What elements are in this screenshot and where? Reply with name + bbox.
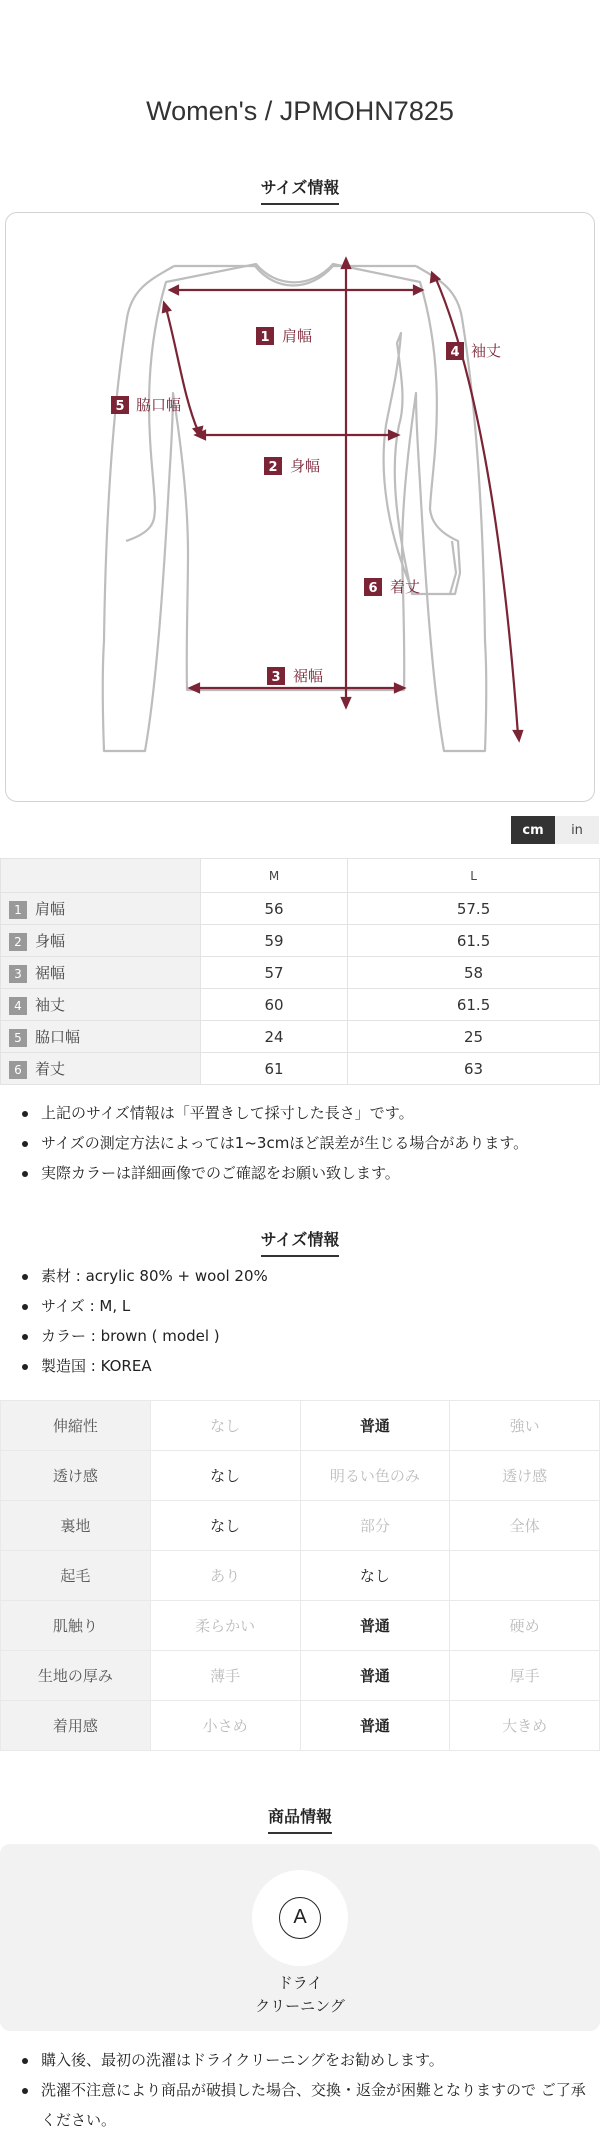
table-row bbox=[1, 1401, 600, 1451]
list-item: サイズ : M, L bbox=[20, 1291, 590, 1321]
sweater-outline-svg bbox=[6, 213, 595, 802]
measure-lines bbox=[163, 259, 522, 740]
attribute-label: 裏地 bbox=[1, 1501, 151, 1551]
row-number: 2 bbox=[9, 933, 27, 951]
row-label: 脇口幅 bbox=[35, 1028, 81, 1046]
option-cell-selected: なし bbox=[300, 1551, 450, 1601]
table-row bbox=[1, 1021, 600, 1053]
size-table bbox=[0, 858, 600, 1085]
option-cell: 透け感 bbox=[450, 1451, 600, 1501]
option-cell: 全体 bbox=[450, 1501, 600, 1551]
svg-text:袖丈: 袖丈 bbox=[471, 342, 502, 360]
attribute-label: 生地の厚み bbox=[1, 1651, 151, 1701]
svg-text:2: 2 bbox=[268, 460, 278, 475]
row-label: 身幅 bbox=[35, 932, 66, 950]
row-label: 着丈 bbox=[35, 1060, 66, 1078]
dry-clean-icon: A bbox=[279, 1897, 321, 1939]
size-section-heading: サイズ情報 bbox=[0, 175, 600, 205]
size-cell: 61.5 bbox=[348, 989, 600, 1021]
table-row bbox=[1, 957, 600, 989]
option-cell: 薄手 bbox=[150, 1651, 300, 1701]
table-row bbox=[1, 1601, 600, 1651]
size-cell: 57 bbox=[201, 957, 348, 989]
spec-section-heading: サイズ情報 bbox=[0, 1227, 600, 1257]
care-panel bbox=[0, 1844, 600, 2031]
size-cell: 61.5 bbox=[348, 925, 600, 957]
option-cell: 強い bbox=[450, 1401, 600, 1451]
care-label: ドライ クリーニング bbox=[255, 1974, 345, 2015]
product-section-heading: 商品情報 bbox=[0, 1804, 600, 1834]
table-row bbox=[1, 925, 600, 957]
garment-diagram bbox=[5, 212, 595, 802]
list-item: 素材 : acrylic 80% + wool 20% bbox=[20, 1261, 590, 1291]
option-cell-selected: 普通 bbox=[300, 1701, 450, 1751]
size-cell: 61 bbox=[201, 1053, 348, 1085]
size-cell: 63 bbox=[348, 1053, 600, 1085]
svg-text:1: 1 bbox=[260, 330, 270, 345]
table-row bbox=[1, 1651, 600, 1701]
attribute-label: 着用感 bbox=[1, 1701, 151, 1751]
table-row bbox=[1, 1501, 600, 1551]
table-row bbox=[1, 1551, 600, 1601]
row-label: 裾幅 bbox=[35, 964, 66, 982]
size-table-corner bbox=[1, 859, 201, 893]
svg-text:6: 6 bbox=[368, 581, 378, 596]
svg-text:着丈: 着丈 bbox=[390, 578, 421, 596]
option-cell-selected: 普通 bbox=[300, 1601, 450, 1651]
size-header-m: M bbox=[201, 859, 348, 893]
list-item: 実際カラーは詳細画像でのご確認をお願い致します。 bbox=[20, 1158, 590, 1188]
svg-text:4: 4 bbox=[450, 345, 460, 360]
option-cell: 柔らかい bbox=[150, 1601, 300, 1651]
option-cell-selected: なし bbox=[150, 1501, 300, 1551]
page-title: Women's / JPMOHN7825 bbox=[146, 96, 454, 126]
row-label: 肩幅 bbox=[35, 900, 66, 918]
option-cell: 部分 bbox=[300, 1501, 450, 1551]
size-header-l: L bbox=[348, 859, 600, 893]
svg-text:身幅: 身幅 bbox=[290, 457, 321, 475]
spec-list bbox=[20, 1261, 590, 1381]
row-number: 5 bbox=[9, 1029, 27, 1047]
option-cell-selected: なし bbox=[150, 1451, 300, 1501]
svg-text:脇口幅: 脇口幅 bbox=[136, 396, 182, 414]
size-cell: 24 bbox=[201, 1021, 348, 1053]
fabric-attribute-table bbox=[0, 1400, 600, 1751]
sweater-outline bbox=[126, 264, 460, 594]
table-row bbox=[1, 989, 600, 1021]
list-item: 上記のサイズ情報は「平置きして採寸した長さ」です。 bbox=[20, 1098, 590, 1128]
attribute-label: 伸縮性 bbox=[1, 1401, 151, 1451]
option-cell: 硬め bbox=[450, 1601, 600, 1651]
size-cell: 60 bbox=[201, 989, 348, 1021]
size-cell: 56 bbox=[201, 893, 348, 925]
option-cell: 小さめ bbox=[150, 1701, 300, 1751]
list-item: 購入後、最初の洗濯はドライクリーニングをお勧めします。 bbox=[20, 2045, 590, 2075]
table-row bbox=[1, 893, 600, 925]
option-cell bbox=[450, 1551, 600, 1601]
attribute-label: 起毛 bbox=[1, 1551, 151, 1601]
list-item: サイズの測定方法によっては1~3cmほど誤差が生じる場合があります。 bbox=[20, 1128, 590, 1158]
row-number: 4 bbox=[9, 997, 27, 1015]
option-cell-selected: 普通 bbox=[300, 1401, 450, 1451]
size-cell: 25 bbox=[348, 1021, 600, 1053]
svg-text:3: 3 bbox=[271, 670, 281, 685]
table-row bbox=[1, 1053, 600, 1085]
attribute-label: 肌触り bbox=[1, 1601, 151, 1651]
size-cell: 59 bbox=[201, 925, 348, 957]
list-item: カラー : brown ( model ) bbox=[20, 1321, 590, 1351]
row-number: 3 bbox=[9, 965, 27, 983]
option-cell-selected: 普通 bbox=[300, 1651, 450, 1701]
svg-text:5: 5 bbox=[115, 399, 125, 414]
measure-labels bbox=[111, 327, 501, 685]
option-cell: 大きめ bbox=[450, 1701, 600, 1751]
size-table-header bbox=[1, 859, 600, 893]
unit-in-button[interactable]: in bbox=[555, 816, 599, 844]
table-row bbox=[1, 1701, 600, 1751]
option-cell: 厚手 bbox=[450, 1651, 600, 1701]
list-item: 洗濯不注意により商品が破損した場合、交換・返金が困難となりますので ご了承ください。 bbox=[20, 2075, 590, 2135]
option-cell: あり bbox=[150, 1551, 300, 1601]
list-item: 製造国 : KOREA bbox=[20, 1351, 590, 1381]
unit-toggle bbox=[511, 816, 599, 844]
row-label: 袖丈 bbox=[35, 996, 66, 1014]
row-number: 1 bbox=[9, 901, 27, 919]
attribute-label: 透け感 bbox=[1, 1451, 151, 1501]
svg-text:裾幅: 裾幅 bbox=[293, 667, 324, 685]
size-cell: 58 bbox=[348, 957, 600, 989]
size-notes bbox=[20, 1098, 590, 1188]
option-cell: 明るい色のみ bbox=[300, 1451, 450, 1501]
table-row bbox=[1, 1451, 600, 1501]
option-cell: なし bbox=[150, 1401, 300, 1451]
care-notes bbox=[20, 2045, 590, 2135]
unit-cm-button[interactable]: cm bbox=[511, 816, 555, 844]
care-icon-circle bbox=[252, 1870, 348, 1966]
row-number: 6 bbox=[9, 1061, 27, 1079]
size-cell: 57.5 bbox=[348, 893, 600, 925]
svg-text:肩幅: 肩幅 bbox=[282, 327, 313, 345]
